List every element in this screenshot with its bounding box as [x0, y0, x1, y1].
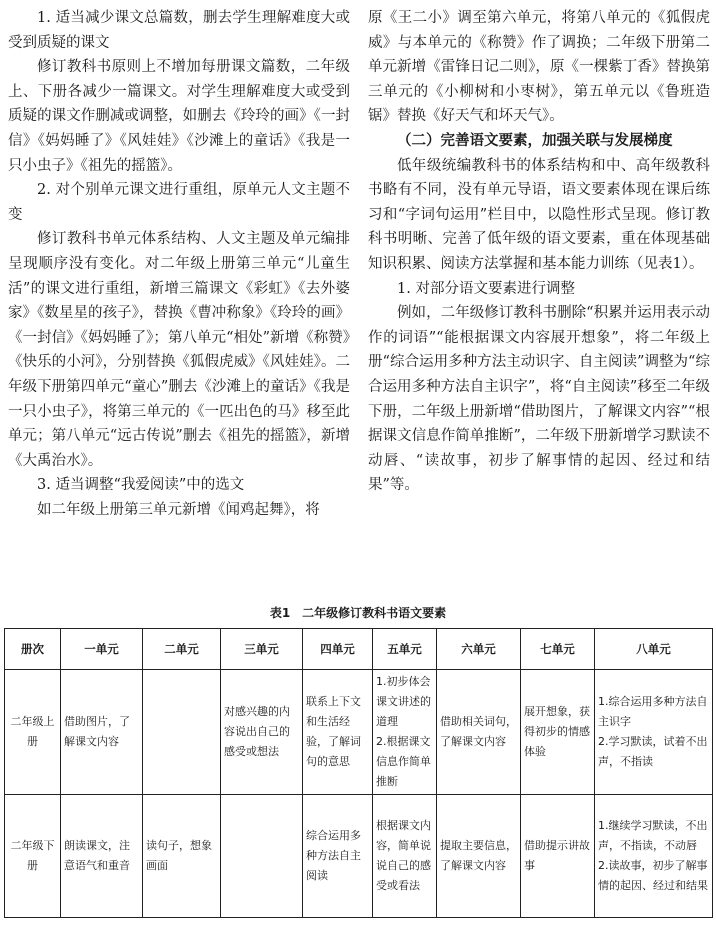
table-cell — [521, 670, 595, 795]
table-cell — [221, 795, 303, 918]
column-header: 二单元 — [143, 629, 221, 670]
cell-text: 借助相关词句，了解课文内容 — [440, 715, 517, 748]
elements-table — [4, 628, 713, 918]
column-header: 五单元 — [373, 629, 437, 670]
cell-text: 展开想象，获得初步的情感体验 — [524, 705, 590, 758]
row-label: 二年级上册 — [5, 670, 61, 795]
paragraph: 低年级统编教科书的体系结构和中、高年级教科书略有不同，没有单元导语，语文要素体现在课后练习和“字词句运用”栏目中，以隐性形式呈现。修订教科书明晰、完善了低年级的语文要素，重在体现基础知识积累、阅读方法掌握和基本能力训练（见表1）。 — [368, 157, 710, 272]
subsection-heading: （二）完善语文要素，加强关联与发展梯度 — [397, 131, 673, 149]
paragraph-continued: 原《王二小》调至第六单元，将第八单元的《狐假虎威》与本单元的《称赞》作了调换；二年级下册第二单元新增《雷锋日记二则》，原《一棵紫丁香》替换第三单元的《小柳树和小枣树》，第五单元以《鲁班造锯》替换《好天气和坏天气》。 — [368, 10, 710, 125]
column-header: 八单元 — [595, 629, 713, 670]
table-cell — [595, 670, 713, 795]
column-header: 三单元 — [221, 629, 303, 670]
table-cell — [373, 795, 437, 918]
cell-text: 对感兴趣的内容说出自己的感受或想法 — [224, 705, 290, 758]
paragraph: 修订教科书单元体系结构、人文主题及单元编排呈现顺序没有变化。对二年级上册第三单元“儿童生活”的课文进行重组，新增三篇课文《彩虹》《去外婆家》《数星星的孩子》，替换《曹冲称象》《玲玲的画》《一封信》《妈妈睡了》；第八单元“相处”新增《称赞》《快乐的小河》，分别替换《狐假虎威》《风娃娃》。二年级下册第四单元“童心”删去《沙滩上的童话》《我是一只小虫子》，将第三单元的《一匹出色的马》移至此单元；第八单元“远古传说”删去《祖先的摇篮》，新增《大禹治水》。 — [8, 231, 350, 469]
table-cell — [61, 795, 143, 918]
cell-text: 综合运用多种方法自主阅读 — [306, 829, 361, 882]
column-header: 册次 — [5, 629, 61, 670]
section-heading: 1. 适当减少课文总篇数，删去学生理解难度大或受到质疑的课文 — [8, 10, 350, 51]
cell-text: 读句子，想象画面 — [146, 839, 212, 872]
table-header-row — [5, 629, 713, 670]
cell-text: 根据课文内容，简单说说自己的感受或看法 — [376, 819, 431, 892]
column-header: 七单元 — [521, 629, 595, 670]
section-heading: 1. 对部分语文要素进行调整 — [397, 280, 575, 297]
table-cell — [61, 670, 143, 795]
paragraph: 修订教科书原则上不增加每册课文篇数，二年级上、下册各减少一篇课文。对学生理解难度大或受到质疑的课文作删减或调整，如删去《玲玲的画》《一封信》《妈妈睡了》《风娃娃》《沙滩上的童话》《我是一只小虫子》《祖先的摇篮》。 — [8, 59, 350, 174]
table-row — [5, 795, 713, 918]
cell-text: 朗读课文，注意语气和重音 — [64, 839, 130, 872]
paragraph: 如二年级上册第三单元新增《闻鸡起舞》，将 — [37, 501, 320, 518]
table-cell — [221, 670, 303, 795]
table-cell — [521, 795, 595, 918]
cell-text: 提取主要信息，了解课文内容 — [440, 839, 517, 872]
table-cell — [143, 670, 221, 795]
table-cell — [303, 670, 373, 795]
table-cell — [143, 795, 221, 918]
table-cell — [437, 795, 521, 918]
cell-text: 1.综合运用多种方法自主识字 2.学习默读，试着不出声，不指读 — [598, 695, 708, 768]
table-cell — [373, 670, 437, 795]
paragraph: 例如，二年级修订教科书删除“积累并运用表示动作的词语”“能根据课文内容展开想象”，将二年级上册“综合运用多种方法主动识字、自主阅读”调整为“综合运用多种方法自主识字”，将“自主阅读”移至二年级下册，二年级上册新增“借助图片，了解课文内容”“根据课文信息作简单推断”，二年级下册新增学习默读不动唇、“读故事，初步了解事情的起因、经过和结果”等。 — [368, 305, 710, 494]
table-cell — [437, 670, 521, 795]
cell-text: 借助提示讲故事 — [524, 839, 590, 872]
table-cell — [303, 795, 373, 918]
column-header: 四单元 — [303, 629, 373, 670]
cell-text: 借助图片，了解课文内容 — [64, 715, 130, 748]
table-cell — [595, 795, 713, 918]
right-column — [368, 6, 710, 602]
cell-text: 1.初步体会课文讲述的道理 2.根据课文信息作简单推断 — [376, 675, 431, 788]
section-heading: 3. 适当调整“我爱阅读”中的选文 — [37, 477, 245, 494]
row-label: 二年级下册 — [5, 795, 61, 918]
article-body — [8, 6, 710, 602]
column-header: 六单元 — [437, 629, 521, 670]
cell-text: 联系上下文和生活经验，了解词句的意思 — [306, 695, 361, 768]
table-row — [5, 670, 713, 795]
table-caption: 表1 二年级修订教科书语文要素 — [269, 606, 447, 620]
left-column — [8, 6, 350, 602]
cell-text: 1.继续学习默读，不出声，不指读，不动唇 2.读故事，初步了解事情的起因、经过和结果 — [598, 819, 708, 892]
column-header: 一单元 — [61, 629, 143, 670]
section-heading: 2. 对个别单元课文进行重组，原单元人文主题不变 — [8, 182, 350, 223]
